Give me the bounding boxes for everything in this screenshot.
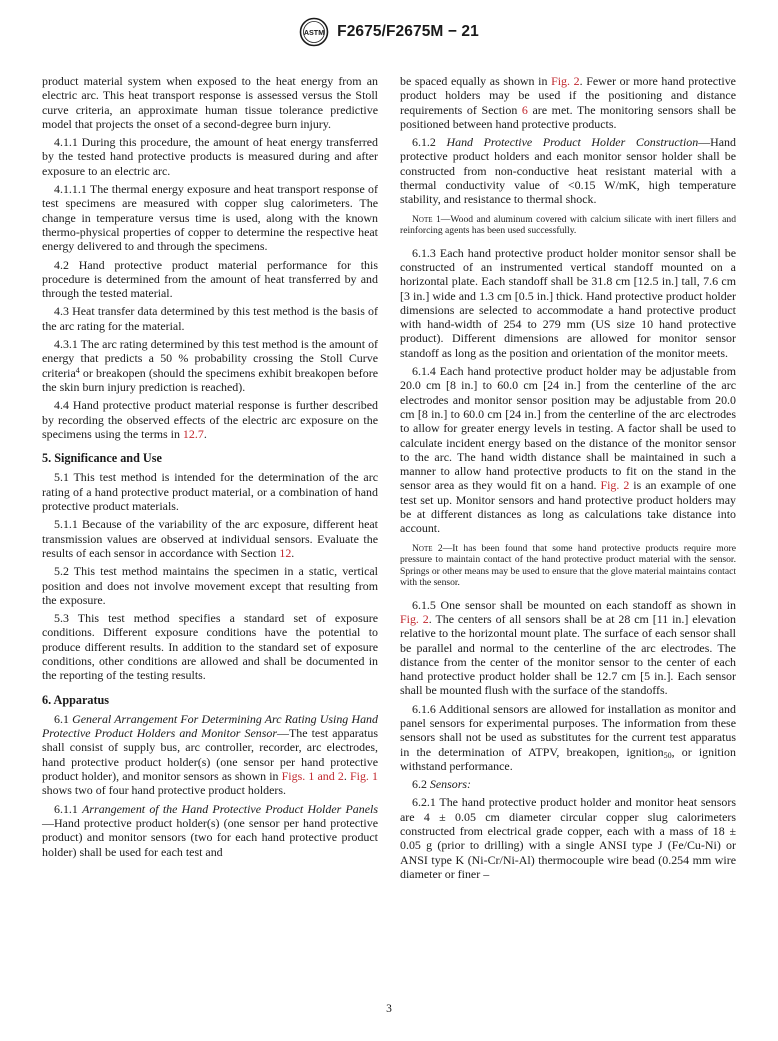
- link-section-6[interactable]: 6: [521, 102, 528, 117]
- heading-significance-and-use: 5. Significance and Use: [42, 451, 162, 466]
- paragraph-6-1-5: 6.1.5 One sensor shall be mounted on each standoff as shown in Fig. 2. The centers of all sensors shall be at 28 cm [11 in.] elevation relative to the horizontal mount plate. The surface of each sensor shall be parallel and normal to the centerline of the arc electrodes. The distance from the center of the monitor sensor to the center of each hand protective product holder shall be 12.7 cm [5 in.]. Each sensor shall be mounted flush with the surface of the standoffs.: [400, 597, 736, 698]
- page-header: [0, 12, 778, 52]
- paragraph-6-2: 6.2 Sensors:: [412, 777, 472, 792]
- link-fig-1[interactable]: Fig. 1: [349, 769, 379, 784]
- link-section-12-7[interactable]: 12.7: [182, 426, 204, 441]
- page-number: 3: [386, 1003, 392, 1015]
- heading-apparatus: 6. Apparatus: [42, 692, 110, 707]
- link-fig-2[interactable]: Fig. 2: [551, 74, 580, 88]
- paragraph-continued: be spaced equally as shown in Fig. 2. Fewer or more hand protective product holders may be used if the positioning and distance requirements of Section 6 are met. The monitoring sensors shall be positioned between hand protective products.: [400, 74, 736, 131]
- paragraph-6-1-2: 6.1.2 Hand Protective Product Holder Construction—Hand protective product holders and each monitor sensor holder shall be constructed from non-conductive heat resistant material with a thermal conductivity value of <0.15 W/mK, high temperature stability, and resistance to thermal shock.: [400, 135, 736, 207]
- paragraph-4-3: 4.3 Heat transfer data determined by this test method is the basis of the arc rating for the material.: [42, 304, 378, 333]
- astm-logo-icon: [299, 17, 329, 47]
- link-section-12[interactable]: 12: [279, 545, 292, 560]
- logo-text: ASTM: [303, 28, 325, 38]
- note-1: Note 1—Wood and aluminum covered with calcium silicate with inert fillers and reinforcing agents has been used successfully.: [400, 213, 737, 237]
- paragraph-6-2-1: 6.2.1 The hand protective product holder and monitor heat sensors are 4 ± 0.05 cm diameter circular copper slug calorimeters constructed from electrical grade copper, each with a mass of 18 ± 0.05 g (prior to drilling) with a single ANSI type J (Fe/Cu-Ni) or ANSI type K (Ni-Cr/Ni-Al) thermocouple wire bead (0.254 mm wire diameter or finer –: [400, 795, 736, 881]
- paragraph-4-3-1: 4.3.1 The arc rating determined by this test method is the amount of energy that predicts a 50 % probability crossing the Stoll Curve criteria$^4$ or breakopen (should the specimens exhibit breakopen before the skin burn injury prediction is reached).: [42, 337, 379, 394]
- paragraph-4-2: 4.2 Hand protective product material performance for this procedure is determined from the amount of heat transferred by and through the tested material.: [42, 257, 378, 301]
- link-figs-1-2[interactable]: Figs. 1 and 2: [281, 769, 344, 784]
- link-fig-2[interactable]: Fig. 2: [400, 611, 429, 626]
- paragraph-5-1-1: 5.1.1 Because of the variability of the arc exposure, different heat transmission values are observed at individual sensors. Evaluate the results of each sensor in accordance with Section 12.: [42, 517, 378, 560]
- paragraph-6-1-6: 6.1.6 Additional sensors are allowed for installation as monitor and panel sensors for experimental purposes. The information from these sensors shall not be used as substitutes for the current test apparatus in the determination of ATPV, breakopen, ignition$_{50}$, or ignition withstand performance.: [400, 701, 736, 773]
- paragraph-5-3: 5.3 This test method specifies a standard set of exposure conditions. Different exposure conditions have the potential to produce different results. In addition to the standard set of exposure conditions, other conditions are allowed and shall be documented in the reporting of the testing results.: [42, 611, 378, 683]
- right-column: [400, 74, 736, 885]
- left-column: [42, 74, 378, 863]
- paragraph-5-2: 5.2 This test method maintains the specimen in a static, vertical position and does not involve movement except that resulting from the exposure.: [42, 564, 378, 607]
- paragraph-4-4: 4.4 Hand protective product material response is further described by recording the observed effects of the electric arc exposure on the specimens using the terms in 12.7.: [42, 398, 378, 441]
- footnote-ref[interactable]: 4: [75, 365, 80, 375]
- paragraph-4-1-1: 4.1.1 During this procedure, the amount of heat energy transferred by the tested hand protective products is measured during and after exposure to an electric arc.: [42, 135, 378, 178]
- link-fig-2[interactable]: Fig. 2: [600, 478, 630, 493]
- paragraph-4-1-1-1: 4.1.1.1 The thermal energy exposure and heat transport response of test specimens are measured with copper slug calorimeters. The change in temperature versus time is used, along with the known thermo-physical properties of copper to determine the respective heat energy delivered to and through the specimens.: [42, 182, 378, 254]
- paragraph-intro: product material system when exposed to the heat energy from an electric arc. This heat transport response is assessed versus the Stoll curve criteria, an approximate human tissue tolerance predictive model that projects the onset of a second-degree burn injury.: [42, 74, 378, 131]
- paragraph-6-1-1: 6.1.1 Arrangement of the Hand Protective Product Holder Panels—Hand protective product holder(s) (one sensor per hand protective product) and monitor sensors (two for each hand protective product holder) shall be used for each test and: [42, 801, 379, 859]
- paragraph-6-1: 6.1 General Arrangement For Determining Arc Rating Using Hand Protective Product Holders and Monitor Sensor—The test apparatus shall consist of supply bus, arc controller, recorder, arc electrodes, hand protective product holder(s) (one sensor per hand protective product holder), and monitor sensors as shown in Figs. 1 and 2. Fig. 1 shows two of four hand protective product holders.: [42, 711, 379, 798]
- standard-designation: F2675/F2675M − 21: [337, 23, 479, 40]
- paragraph-5-1: 5.1 This test method is intended for the determination of the arc rating of a hand protective product material, or a combination of hand protective product materials.: [42, 470, 378, 514]
- paragraph-6-1-3: 6.1.3 Each hand protective product holder monitor sensor shall be constructed of an instrumented vertical standoff mounted on a horizontal plate. Each standoff shall be 31.8 cm [12.5 in.] tall, 7.6 cm [3 in.] wide and 1.3 cm [0.5 in.] thick. Hand protective product holder dimensions are selected to accommodate a hand protective product with hand-width of 254 to 279 mm (US size 10 hand protective product). Different dimensions are allowed for monitor sensor standoff as long as the position and orientation of the monitor meets.: [400, 245, 736, 360]
- note-2: Note 2—It has been found that some hand protective products require more pressure to maintain contact of the hand protective product material with the sensor. Springs or other means may be used to ensure that the glove material maintains contact with the sensor.: [400, 542, 736, 589]
- paragraph-6-1-4: 6.1.4 Each hand protective product holder may be adjustable from 20.0 cm [8 in.] to 60.0 cm [24 in.] from the centerline of the arc electrodes and monitor sensor position may be adjustable from 20.0 cm [8 in.] to 60.0 cm [24 in.] from the centerline of the arc electrodes to allow for greater energy levels in testing. A factor shall be used to calculate incident energy based on the distance of the monitor sensor to the arc. The hand width distance shall be maintained in such a manner to allow hand protective products to fit on the stand in the sensor area as they would fit on a hand. Fig. 2 is an example of one test set up. Monitor sensors and hand protective product holders may be at different distances as long as calculations take distance into account.: [400, 364, 736, 536]
